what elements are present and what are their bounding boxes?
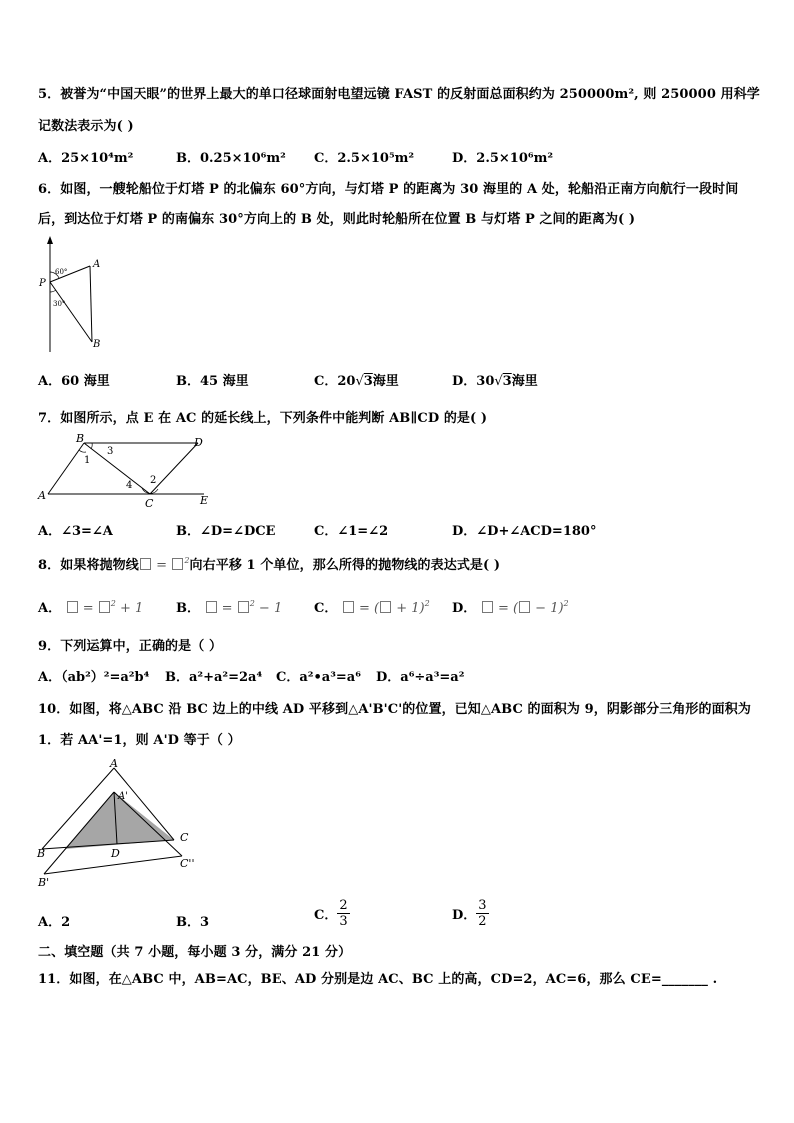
q9-option-c: C．a²•a³=a⁶: [276, 670, 361, 685]
q10-option-b: B．3: [176, 915, 210, 930]
label-angle-60: 60°: [55, 268, 68, 276]
q6-figure: [36, 234, 116, 354]
q8-option-d: D． = ( − 1)$^2$: [452, 599, 569, 616]
q10-option-d-numerator: 3: [478, 898, 487, 913]
q7-line1: 7．如图所示，点 E 在 AC 的延长线上，下列条件中能判断 AB∥CD 的是( ): [38, 411, 488, 426]
q10-option-d: [452, 898, 489, 929]
label-angle-30: 30°: [53, 300, 66, 308]
q8-option-b: B． = $^2$ − 1: [176, 599, 283, 616]
label-a: A: [38, 489, 46, 502]
q10-option-d-label: D．: [452, 908, 477, 923]
q8-prefix: 8．如果将抛物线: [38, 558, 139, 573]
label-b: B: [76, 432, 85, 445]
label-d: D: [111, 847, 120, 860]
angle-arc-30: [50, 290, 56, 292]
q10-option-c-numerator: 2: [339, 898, 348, 913]
label-angle-4: 4: [126, 480, 133, 491]
q6-option-d-prefix: D．30: [452, 374, 495, 389]
q10-option-c-label: C．: [314, 908, 338, 923]
label-d: D: [194, 436, 203, 449]
q9-option-a: A．（ab²）²=a²b⁴: [38, 670, 150, 685]
q6-option-b: B．45 海里: [176, 374, 249, 389]
q6-option-c-unit: 海里: [372, 374, 399, 389]
label-a: A: [93, 259, 101, 270]
angle-arc-1: [79, 450, 86, 452]
q5-option-d: D．2.5×10⁶m²: [452, 151, 554, 166]
label-c: C: [180, 831, 189, 844]
label-angle-3: 3: [107, 446, 114, 457]
q11-line1: 11．如图，在△ABC 中，AB=AC，BE、AD 分别是边 AC、BC 上的高，CD=2，AC=6，那么 CE=_______ .: [38, 972, 718, 987]
label-e: E: [200, 494, 209, 507]
q6-line1: 6．如图，一艘轮船位于灯塔 P 的北偏东 60°方向，与灯塔 P 的距离为 30 海里的 A 处，轮船沿正南方向航行一段时间: [38, 182, 739, 197]
label-angle-1: 1: [84, 455, 91, 466]
q10-line2: 1．若 AA'=1，则 A'D 等于（ ）: [38, 733, 241, 748]
label-a: A: [110, 757, 118, 770]
q9-line1: 9．下列运算中，正确的是（ ）: [38, 639, 223, 654]
q7-figure: [34, 432, 219, 512]
q5-line1: 5．被誉为“中国天眼”的世界上最大的单口径球面射电望远镜 FAST 的反射面总面积约为 250000m², 则 250000 用科学: [38, 87, 760, 102]
section-2-heading: 二、填空题（共 7 小题，每小题 3 分，满分 21 分）: [38, 945, 352, 960]
q8-option-c: C． = ( + 1)$^2$: [314, 599, 430, 616]
q9-option-b: B．a²+a²=2a⁴: [165, 670, 263, 685]
label-p: P: [39, 278, 46, 289]
q6-option-c-radicand: 3: [363, 374, 373, 389]
q8-option-c-label: C．: [314, 601, 338, 616]
segment-pb: [50, 282, 92, 342]
q8-option-a-label: A．: [38, 601, 62, 616]
q5-option-b: B．0.25×10⁶m²: [176, 151, 286, 166]
q8-suffix: 向右平移 1 个单位，那么所得的抛物线的表达式是( ): [189, 558, 501, 573]
q8-line1: 8．如果将抛物线 = $^2$向右平移 1 个单位，那么所得的抛物线的表达式是( ): [38, 556, 501, 573]
q5-option-c: C．2.5×10⁵m²: [314, 151, 415, 166]
label-b: B: [93, 339, 101, 350]
q7-option-d: D．∠D+∠ACD=180°: [452, 524, 597, 539]
angle-arc-4: [142, 488, 158, 493]
q6-option-a: A．60 海里: [38, 374, 110, 389]
q8-option-a: A． = $^2$ + 1: [38, 599, 144, 616]
q7-option-c: C．∠1=∠2: [314, 524, 389, 539]
q6-line2: 后，到达位于灯塔 P 的南偏东 30°方向上的 B 处，则此时轮船所在位置 B 与灯塔 P 之间的距离为( ): [38, 212, 636, 227]
label-c: C: [145, 497, 154, 510]
q6-option-d-unit: 海里: [511, 374, 538, 389]
q10-option-d-denominator: 2: [478, 914, 487, 929]
q10-option-c-fraction: [337, 898, 349, 929]
label-c-prime: C'': [180, 857, 195, 870]
q9-option-d: D．a⁶÷a³=a²: [376, 670, 465, 685]
angle-arc-3: [91, 443, 92, 449]
q5-option-a: A．25×10⁴m²: [38, 151, 134, 166]
q8-option-d-label: D．: [452, 601, 477, 616]
q10-option-d-fraction: [476, 898, 488, 929]
q7-option-a: A．∠3=∠A: [38, 524, 113, 539]
q10-line1: 10．如图，将△ABC 沿 BC 边上的中线 AD 平移到△A'B'C'的位置，已知△ABC 的面积为 9，阴影部分三角形的面积为: [38, 702, 751, 717]
q6-option-c-prefix: C．20: [314, 374, 356, 389]
q6-option-c: C．20√3海里: [314, 374, 399, 389]
label-angle-2: 2: [150, 475, 157, 486]
segment-bc: [84, 443, 150, 494]
label-b-prime: B': [38, 876, 50, 889]
label-b: B: [37, 847, 46, 860]
q6-option-d-radicand: 3: [502, 374, 512, 389]
segment-cd: [150, 443, 198, 494]
q10-option-c-denominator: 3: [339, 914, 348, 929]
label-a-prime: A': [118, 791, 128, 802]
north-arrow-icon: [47, 236, 53, 244]
q10-option-a: A．2: [38, 915, 71, 930]
segment-ab: [48, 443, 84, 494]
q5-line2: 记数法表示为( ): [38, 119, 134, 134]
q6-option-d: D．30√3海里: [452, 374, 538, 389]
q8-option-b-label: B．: [176, 601, 200, 616]
q7-option-b: B．∠D=∠DCE: [176, 524, 276, 539]
segment-ab: [90, 266, 92, 342]
q10-figure: [34, 756, 214, 891]
q10-option-c: [314, 898, 350, 929]
